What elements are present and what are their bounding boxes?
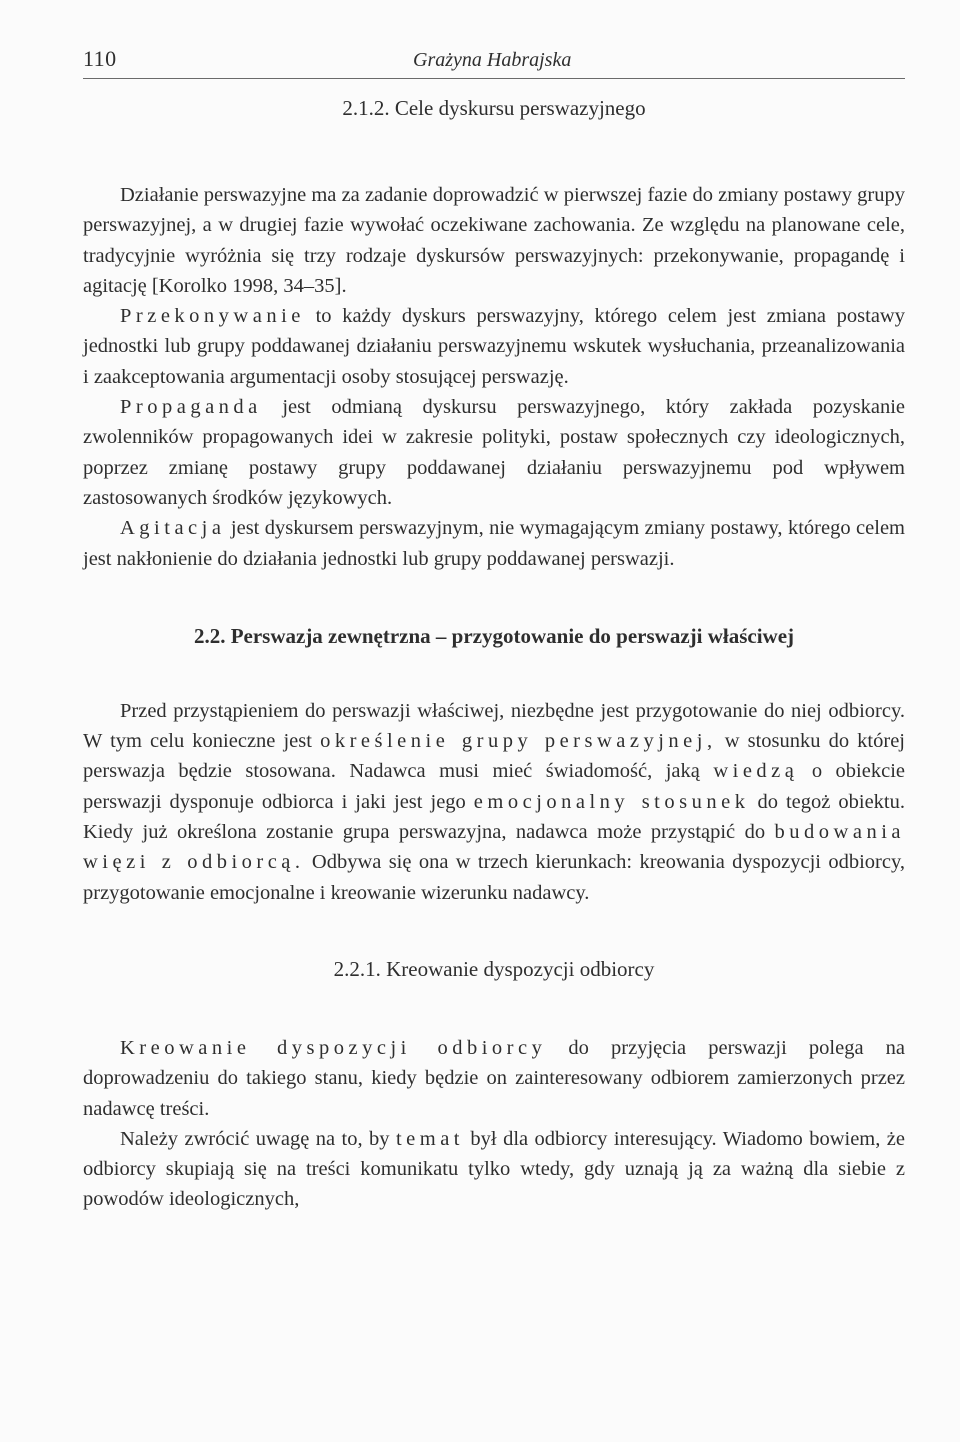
paragraph-text: do tegoż obiektu. Kiedy już określona zostanie grupa perswazyjna, nadawca może przystąpić do — [83, 790, 905, 844]
spaced-term: Propaganda — [120, 396, 262, 419]
paragraph-text: w stosunku do której perswazja będzie stosowana. Nadawca musi mieć świadomość, jaką — [83, 730, 905, 783]
paragraph-text: jest dyskursem perswazyjnym, nie wymagającym zmiany postawy, którego celem jest nakłonienie do działania jednostki lub grupy poddawanej perswazji. — [83, 517, 905, 570]
paragraph-przekonywanie — [83, 301, 905, 392]
paragraph-temat — [83, 1124, 905, 1215]
spaced-term: Agitacja — [120, 517, 226, 540]
spaced-term: określenie grupy perswazyjnej, — [320, 730, 717, 753]
paragraph-propaganda — [83, 392, 905, 513]
paragraph-text: Odbywa się ona w trzech kierunkach: kreowania dyspozycji odbiorcy, przygotowanie emocjonalne i kreowanie wizerunku nadawcy. — [83, 851, 906, 904]
paragraph-text: jest odmianą dyskursu perswazyjnego, który zakłada pozyskanie zwolenników propagowanych idei w zakresie polityki, postaw społecznych czy ideologicznych, poprzez zmianę postawy grupy poddawanej działaniu perswazyjnemu pod wpływem zastosowanych środków językowych. — [83, 396, 905, 509]
spaced-term: budowania więzi z odbiorcą. — [83, 821, 905, 874]
paragraph-text: Przed przystąpieniem do perswazji właściwej, niezbędne jest przygotowanie do niej odbiorcy. W tym celu konieczne jest — [83, 699, 905, 753]
section-heading-2-2: 2.2. Perswazja zewnętrzna – przygotowanie do perswazji właściwej — [193, 623, 795, 648]
paragraph-text: do przyjęcia perswazji polega na doprowadzeniu do takiego stanu, kiedy będzie on zainteresowany odbiorem zamierzonych przez nadawcę treści. — [83, 1036, 905, 1120]
page-body — [83, 92, 905, 1215]
paragraph-kreowanie — [83, 1033, 905, 1124]
paragraph-intro: Działanie perswazyjne ma za zadanie doprowadzić w pierwszej fazie do zmiany postawy grupy perswazyjnej, a w drugiej fazie wywołać oczekiwane zachowania. Ze względu na planowane cele, tradycyjnie wyróżnia się trzy rodzaje dyskursów perswazyjnych: przekonywanie, propagandę i agitację [Korolko 1998, 34–35]. — [83, 184, 905, 297]
paragraph-perswazja-zewnetrzna — [83, 696, 905, 908]
page-number: 110 — [83, 46, 117, 71]
spaced-term: temat — [395, 1127, 464, 1150]
spaced-term: wiedzą — [713, 760, 799, 783]
paragraph-text: Należy zwrócić uwagę na to, by — [120, 1127, 396, 1150]
section-heading-2-1-2: 2.1.2. Cele dyskursu perswazyjnego — [342, 96, 646, 120]
section-heading-2-2-1: 2.2.1. Kreowanie dyspozycji odbiorcy — [333, 956, 655, 981]
paragraph-agitacja — [83, 513, 905, 574]
paragraph-text: o obiekcie perswazji dysponuje odbiorca i jaki jest jego — [83, 760, 905, 813]
spaced-term: Kreowanie dyspozycji odbiorcy — [120, 1036, 547, 1059]
spaced-term: Przekonywanie — [120, 305, 305, 328]
paragraph-text: to każdy dyskurs perswazyjny, którego celem jest zmiana postawy jednostki lub grupy poddawanej działaniu perswazyjnemu wskutek wysłuchania, przeanalizowania i zaakceptowania argumentacji osoby stosującej perswazję. — [83, 305, 905, 388]
header-rule — [83, 78, 905, 79]
spaced-term: emocjonalny stosunek — [473, 790, 750, 813]
running-head-author: Grażyna Habrajska — [413, 49, 572, 71]
running-header — [83, 40, 905, 74]
paragraph-text: był dla odbiorcy interesujący. Wiadomo bowiem, że odbiorcy skupiają się na treści komunikatu tylko wtedy, gdy uznają ją za ważną dla siebie z powodów ideologicznych, — [83, 1127, 905, 1211]
